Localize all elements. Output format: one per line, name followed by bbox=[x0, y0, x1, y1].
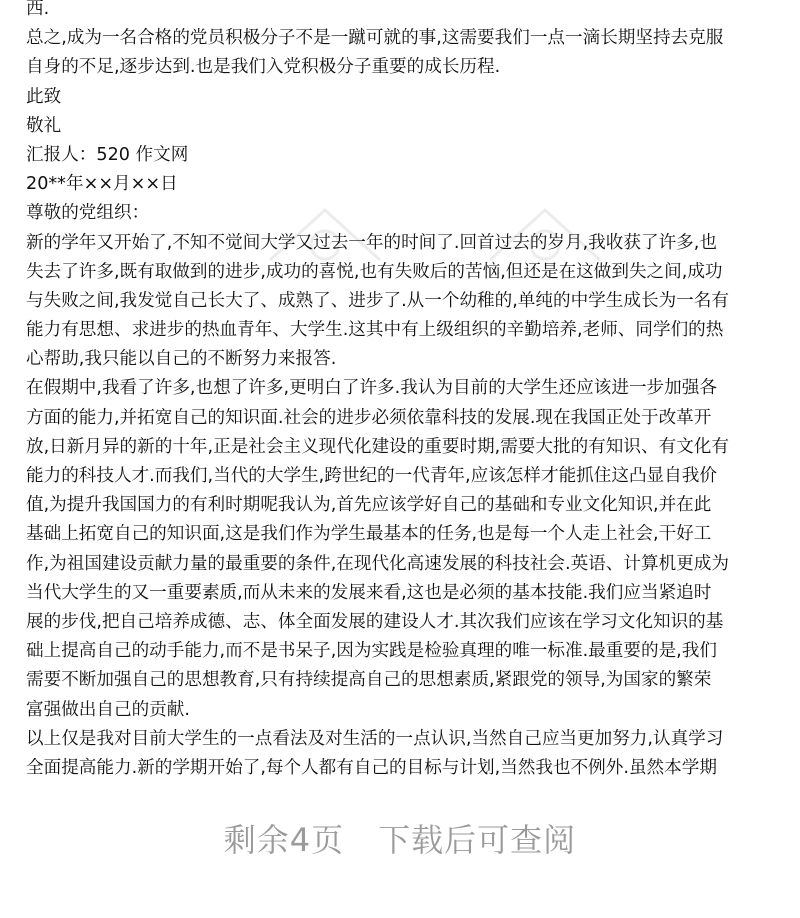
text-line: 心帮助,我只能以自己的不断努力来报答. bbox=[26, 349, 337, 370]
text-line: 新的学年又开始了,不知不觉间大学又过去一年的时间了.回首过去的岁月,我收获了许多,也 bbox=[26, 232, 717, 253]
text-line: 汇报人：520 作文网 bbox=[26, 144, 189, 165]
text-line: 20**年××月××日 bbox=[26, 174, 178, 195]
text-line: 需要不断加强自己的思想教育,只有持续提高自己的思想素质,紧跟党的领导,为国家的繁荣 bbox=[26, 670, 712, 691]
text-line: 西. bbox=[26, 0, 50, 19]
text-line: 当代大学生的又一重要素质,而从未来的发展来看,这也是必须的基本技能.我们应当紧追时 bbox=[26, 582, 712, 603]
text-line: 放,日新月异的新的十年,正是社会主义现代化建设的重要时期,需要大批的有知识、有文化有 bbox=[26, 436, 729, 457]
remaining-pages-label: 剩余4页 bbox=[223, 821, 345, 859]
text-line: 作,为祖国建设贡献力量的最重要的条件,在现代化高速发展的科技社会.英语、计算机更成为 bbox=[26, 553, 729, 574]
text-line: 尊敬的党组织： bbox=[26, 203, 150, 224]
text-line: 与失败之间,我发觉自己长大了、成熟了、进步了.从一个幼稚的,单纯的中学生成长为一名有 bbox=[26, 290, 729, 311]
text-line: 富强做出自己的贡献. bbox=[26, 699, 190, 720]
text-line: 方面的能力,并拓宽自己的知识面.社会的进步必须依靠科技的发展.现在我国正处于改革开 bbox=[26, 407, 712, 428]
download-footer[interactable] bbox=[0, 815, 800, 861]
text-line: 能力的科技人才.而我们,当代的大学生,跨世纪的一代青年,应该怎样才能抓住这凸显自我价 bbox=[26, 466, 717, 486]
text-line: 基础上拓宽自己的知识面,这是我们作为学生最基本的任务,也是每一个人走上社会,干好工 bbox=[26, 524, 712, 545]
text-line: 能力有思想、求进步的热血青年、大学生.这其中有上级组织的辛勤培养,老师、同学们的热 bbox=[26, 320, 724, 341]
text-line: 敬礼 bbox=[26, 115, 62, 136]
download-hint-label: 下载后可查阅 bbox=[378, 821, 577, 859]
text-line: 总之,成为一名合格的党员积极分子不是一蹴可就的事,这需要我们一点一滴长期坚持去克服 bbox=[26, 28, 724, 49]
text-line: 值,为提升我国国力的有利时期呢我认为,首先应该学好自己的基础和专业文化知识,并在此 bbox=[26, 495, 712, 516]
text-line: 自身的不足,逐步达到.也是我们入党积极分子重要的成长历程. bbox=[26, 57, 501, 78]
text-line: 展的步伐,把自己培养成德、志、体全面发展的建设人才.其次我们应该在学习文化知识的基 bbox=[26, 611, 724, 632]
text-line: 在假期中,我看了许多,也想了许多,更明白了许多.我认为目前的大学生还应该进一步加强各 bbox=[26, 378, 717, 399]
text-line: 以上仅是我对目前大学生的一点看法及对生活的一点认识,当然自己应当更加努力,认真学习 bbox=[26, 728, 724, 749]
text-line: 全面提高能力.新的学期开始了,每个人都有自己的目标与计划,当然我也不例外.虽然本学期 bbox=[26, 757, 717, 778]
text-line: 础上提高自己的动手能力,而不是书呆子,因为实践是检验真理的唯一标准.最重要的是,我们 bbox=[26, 641, 717, 662]
text-line: 此致 bbox=[26, 86, 62, 107]
text-line: 失去了许多,既有取做到的进步,成功的喜悦,也有失败后的苦恼,但还是在这做到失之间,成功 bbox=[26, 261, 723, 282]
document-body bbox=[26, 0, 778, 783]
